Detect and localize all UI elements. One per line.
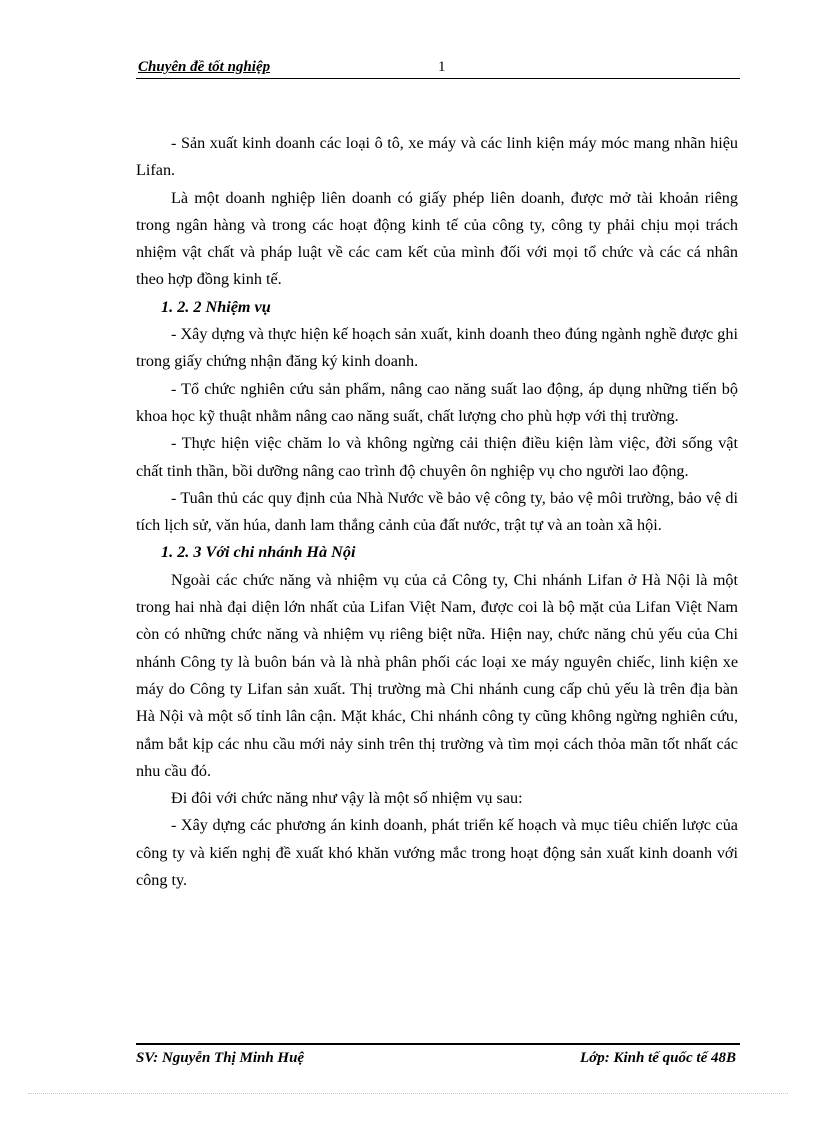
page-footer [136, 1043, 740, 1069]
section-heading: 1. 2. 3 Với chi nhánh Hà Nội [161, 543, 356, 562]
page-bottom-divider [28, 1093, 788, 1094]
page-header [136, 58, 740, 79]
paragraph: Là một doanh nghiệp liên doanh có giấy phép liên doanh, được mở tài khoản riêng trong ngân hàng và trong các hoạt động kinh tế của công ty, công ty phải chịu mọi trách nhiệm vật chất và pháp luật về các cam kết của mình đối với mọi tổ chức và các cá nhân theo hợp đồng kinh tế. [136, 188, 738, 289]
header-title: Chuyên đề tốt nghiệp [138, 59, 271, 75]
paragraph: - Xây dựng các phương án kinh doanh, phát triển kế hoạch và mục tiêu chiến lược của công ty và kiến nghị đề xuất khó khăn vướng mắc trong hoạt động sản xuất kinh doanh với công ty. [136, 816, 738, 890]
document-body [136, 130, 738, 894]
paragraph: Đi đôi với chức năng như vậy là một số nhiệm vụ sau: [171, 789, 523, 808]
page-number: 1 [438, 59, 446, 75]
paragraph: - Thực hiện việc chăm lo và không ngừng cải thiện điều kiện làm việc, đời sống vật chất tinh thần, bồi dưỡng nâng cao trình độ chuyên ôn nghiệp vụ cho người lao động. [136, 434, 738, 480]
footer-student-name: SV: Nguyễn Thị Minh Huệ [136, 1050, 305, 1066]
paragraph: - Xây dựng và thực hiện kế hoạch sản xuất, kinh doanh theo đúng ngành nghề được ghi trong giấy chứng nhận đăng ký kinh doanh. [136, 325, 738, 371]
paragraph: - Tuân thủ các quy định của Nhà Nước về bảo vệ công ty, bảo vệ môi trường, bảo vệ di tích lịch sử, văn húa, danh lam thắng cảnh của đất nước, trật tự và an toàn xã hội. [136, 488, 738, 535]
paragraph: Ngoài các chức năng và nhiệm vụ của cả Công ty, Chi nhánh Lifan ở Hà Nội là một trong hai nhà đại diện lớn nhất của Lifan Việt Nam, được coi là bộ mặt của Lifan Việt Nam còn có những chức năng và nhiệm vụ riêng biệt nữa. Hiện nay, chức năng chủ yếu của Chi nhánh Công ty là buôn bán và là nhà phân phối các loại xe máy nguyên chiếc, linh kiện xe máy do Công ty Lifan sản xuất. Thị trường mà Chi nhánh cung cấp chủ yếu là trên địa bàn Hà Nội và một số tỉnh lân cận. Mặt khác, Chi nhánh công ty cũng không ngừng nghiên cứu, nắm bắt kịp các nhu cầu mới nảy sinh trên thị trường và tìm mọi cách thỏa mãn tốt nhất các nhu cầu đó. [136, 570, 738, 780]
footer-class: Lớp: Kinh tế quốc tế 48B [580, 1050, 736, 1066]
paragraph: - Tổ chức nghiên cứu sản phẩm, nâng cao năng suất lao động, áp dụng những tiến bộ khoa học kỹ thuật nhằm nâng cao năng suất, chất lượng cho phù hợp với thị trường. [136, 379, 738, 425]
paragraph: - Sản xuất kinh doanh các loại ô tô, xe máy và các linh kiện máy móc mang nhãn hiệu Lifan. [136, 134, 738, 180]
section-heading: 1. 2. 2 Nhiệm vụ [161, 297, 271, 316]
